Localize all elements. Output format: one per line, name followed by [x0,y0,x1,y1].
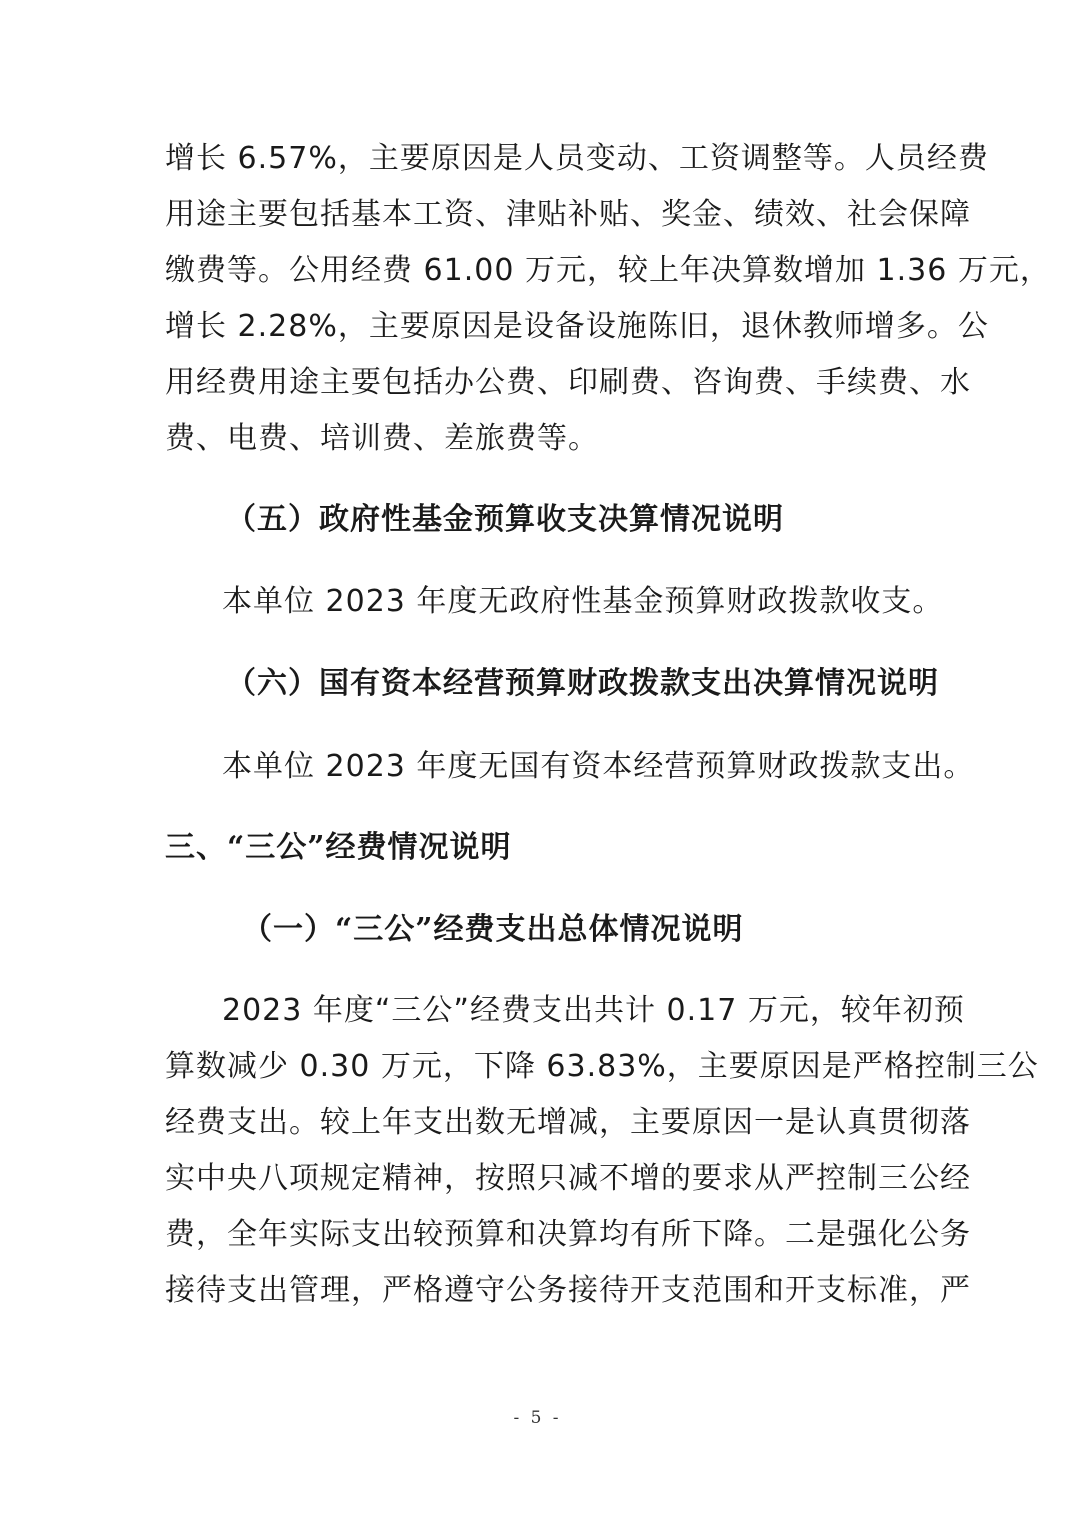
page-number: - 5 - [513,1408,562,1428]
paragraph-line: 接待支出管理，严格遵守公务接待开支范围和开支标准，严 [165,1273,971,1308]
paragraph-line: 增长 2.28%，主要原因是设备设施陈旧，退休教师增多。公 [165,309,989,344]
section-body: 本单位 2023 年度无政府性基金预算财政拨款收支。 [222,584,944,619]
section-body: 本单位 2023 年度无国有资本经营预算财政拨款支出。 [222,749,975,784]
paragraph-line: 费，全年实际支出较预算和决算均有所下降。二是强化公务 [165,1217,971,1252]
paragraph-line: 2023 年度“三公”经费支出共计 0.17 万元，较年初预 [222,993,965,1028]
paragraph-line: 经费支出。较上年支出数无增减，主要原因一是认真贯彻落 [165,1105,971,1140]
paragraph-line: 实中央八项规定精神，按照只减不增的要求从严控制三公经 [165,1161,971,1196]
paragraph-line: 算数减少 0.30 万元，下降 63.83%，主要原因是严格控制三公 [165,1049,1039,1084]
section-heading: （六）国有资本经营预算财政拨款支出决算情况说明 [226,666,939,701]
section-heading: （一）“三公”经费支出总体情况说明 [242,912,744,947]
chapter-heading: 三、“三公”经费情况说明 [165,830,512,865]
paragraph-line: 增长 6.57%，主要原因是人员变动、工资调整等。人员经费 [165,141,989,176]
paragraph-line: 用经费用途主要包括办公费、印刷费、咨询费、手续费、水 [165,365,971,400]
section-heading: （五）政府性基金预算收支决算情况说明 [226,502,784,537]
paragraph-line: 费、电费、培训费、差旅费等。 [165,421,599,456]
paragraph-line: 用途主要包括基本工资、津贴补贴、奖金、绩效、社会保障 [165,197,971,232]
paragraph-line: 缴费等。公用经费 61.00 万元，较上年决算数增加 1.36 万元， [165,253,1051,288]
